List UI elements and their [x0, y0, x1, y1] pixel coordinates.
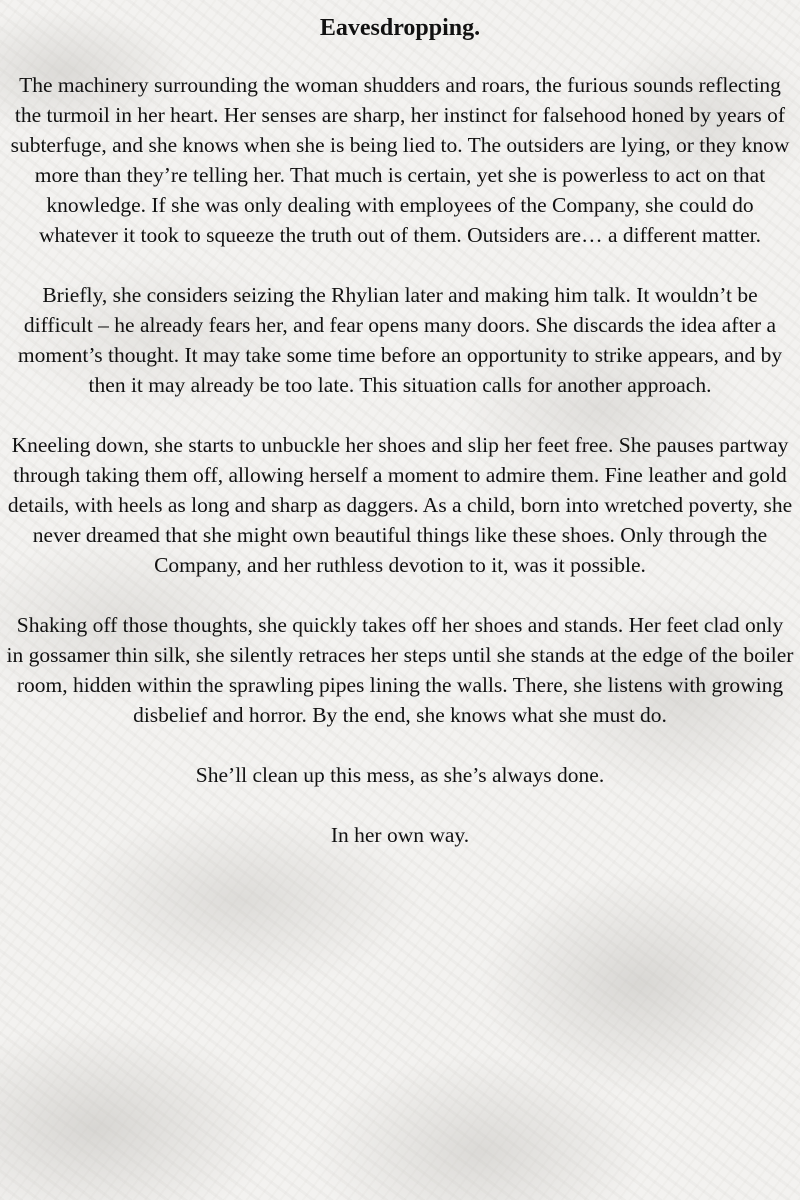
paragraph-3: Kneeling down, she starts to unbuckle her shoes and slip her feet free. She pauses partway through taking them off, allowing herself a moment to admire them. Fine leather and gold details, with heels as long and sharp as daggers. As a child, born into wretched poverty, she never dreamed that she might own beautiful things like these shoes. Only through the Company, and her ruthless devotion to it, was it possible. — [7, 433, 793, 577]
paragraph-4: Shaking off those thoughts, she quickly takes off her shoes and stands. Her feet clad only in gossamer thin silk, she silently retraces her steps until she stands at the edge of the boiler room, hidden within the sprawling pipes lining the walls. There, she listens with growing disbelief and horror. By the end, she knows what she must do. — [6, 613, 794, 727]
paragraph-1: The machinery surrounding the woman shudders and roars, the furious sounds reflecting the turmoil in her heart. Her senses are sharp, her instinct for falsehood honed by years of subterfuge, and she knows when she is being lied to. The outsiders are lying, or they know more than they’re telling her. That much is certain, yet she is powerless to act on that knowledge. If she was only dealing with employees of the Company, she could do whatever it took to squeeze the truth out of them. Outsiders are… a different matter. — [10, 73, 790, 247]
document-title: Eavesdropping. — [319, 15, 481, 41]
paragraph-6: In her own way. — [330, 823, 470, 847]
paragraph-5: She’ll clean up this mess, as she’s always done. — [195, 763, 605, 787]
paragraph-2: Briefly, she considers seizing the Rhylian later and making him talk. It wouldn’t be difficult – he already fears her, and fear opens many doors. She discards the idea after a moment’s thought. It may take some time before an opportunity to strike appears, and by then it may already be too late. This situation calls for another approach. — [17, 283, 783, 397]
